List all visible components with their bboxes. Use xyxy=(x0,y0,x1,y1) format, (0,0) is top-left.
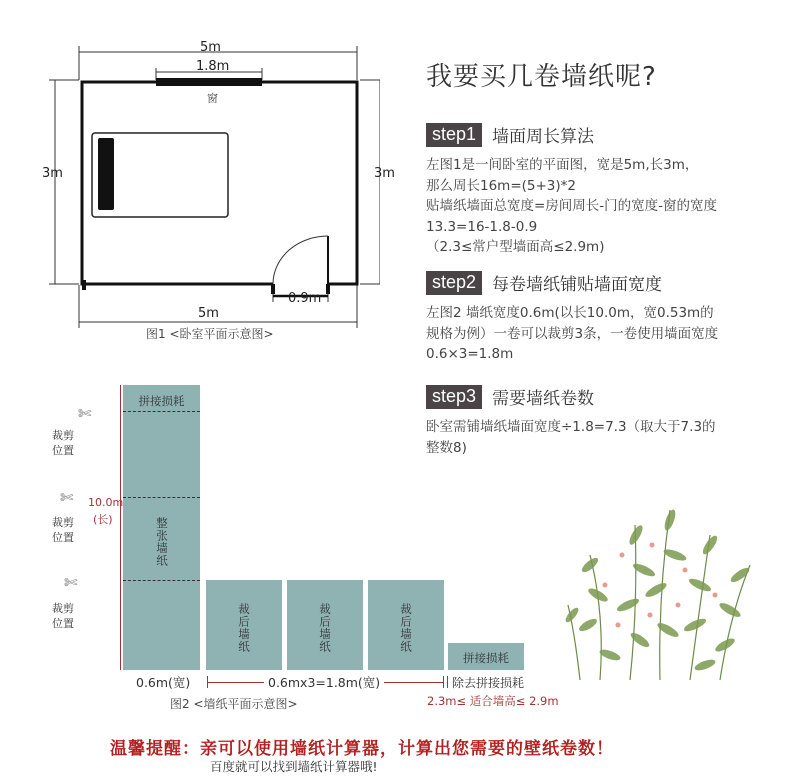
step2-heading: 每卷墙纸铺贴墙面宽度 xyxy=(492,275,663,295)
height-range-label: 2.3m≤ 适合墙高≤ 2.9m xyxy=(427,694,559,708)
fig1-caption: 图1 <卧室平面示意图> xyxy=(146,327,274,341)
floor-plan-diagram xyxy=(30,30,380,350)
length-note: (长) xyxy=(93,513,113,526)
left-height-label: 3m xyxy=(42,166,63,181)
scissors-icon: ✄ xyxy=(60,488,74,507)
window-width-label: 1.8m xyxy=(196,59,230,74)
top-width-label: 5m xyxy=(200,40,221,55)
step2-badge: step2 xyxy=(426,271,482,295)
cut-piece-label-3: 裁后墙纸 xyxy=(399,603,413,653)
deduct-bracket xyxy=(447,676,448,688)
length-line xyxy=(120,385,121,670)
cut-piece-label-2: 裁后墙纸 xyxy=(318,603,332,653)
scissors-icon: ✄ xyxy=(78,404,92,423)
cut-position-label-3: 裁剪位置 xyxy=(52,602,74,630)
window-label: 窗 xyxy=(207,92,218,105)
total-width-label: 0.6mx3=1.8m(宽) xyxy=(264,673,384,691)
splice-loss-top-label: 拼接损耗 xyxy=(138,394,185,408)
cut-line-2 xyxy=(123,497,200,498)
step1-badge: step1 xyxy=(426,123,482,147)
reminder-text: 温馨提醒：亲可以使用墙纸计算器，计算出您需要的壁纸卷数！ xyxy=(110,739,614,759)
step1-section xyxy=(426,122,796,258)
cut-position-label-1: 裁剪位置 xyxy=(52,429,74,457)
cut-piece-label-1: 裁后墙纸 xyxy=(237,603,251,653)
whole-sheet-label: 整张墙纸 xyxy=(155,517,169,567)
length-label: 10.0m xyxy=(88,496,124,509)
deduct-label: 除去拼接损耗 xyxy=(452,676,525,690)
scissors-icon: ✄ xyxy=(64,573,78,592)
step3-heading: 需要墙纸卷数 xyxy=(492,389,595,409)
step1-heading: 墙面周长算法 xyxy=(492,127,595,147)
step2-section xyxy=(426,270,796,365)
fig2-caption: 图2 <墙纸平面示意图> xyxy=(170,697,298,711)
plant-illustration xyxy=(560,495,770,685)
splice-loss-small-label: 拼接损耗 xyxy=(463,651,509,665)
bottom-width-label: 5m xyxy=(198,306,219,321)
width-label: 0.6m(宽) xyxy=(136,675,191,690)
step3-section xyxy=(426,384,796,458)
total-width-tick-left xyxy=(207,676,208,688)
door-width-label: 0.9m xyxy=(288,291,322,306)
right-height-label: 3m xyxy=(374,166,395,181)
sub-reminder-text: 百度就可以找到墙纸计算器哦! xyxy=(210,759,378,774)
step3-badge: step3 xyxy=(426,385,482,409)
step3-body: 卧室需铺墙纸墙面宽度÷1.8=7.3（取大于7.3的 整数8) xyxy=(426,419,716,456)
cut-line-3 xyxy=(123,580,200,581)
cut-position-label-2: 裁剪位置 xyxy=(52,516,74,544)
step1-body: 左图1是一间卧室的平面图，宽是5m,长3m， 那么周长16m=(5+3)*2 贴墙纸墙面总宽度=房间周长-门的宽度-窗的宽度 13.3=16-1.8-0.9 （2.3≤常户型墙面高≤2.9m) xyxy=(426,157,718,255)
step2-body: 左图2 墙纸宽度0.6m(以长10.0m，宽0.53m的 规格为例）一卷可以裁剪3条，一卷使用墙面宽度 0.6×3=1.8m xyxy=(426,305,719,362)
page-title: 我要买几卷墙纸呢? xyxy=(426,62,657,92)
cut-line-1 xyxy=(123,411,200,412)
total-width-tick-right xyxy=(443,676,444,688)
